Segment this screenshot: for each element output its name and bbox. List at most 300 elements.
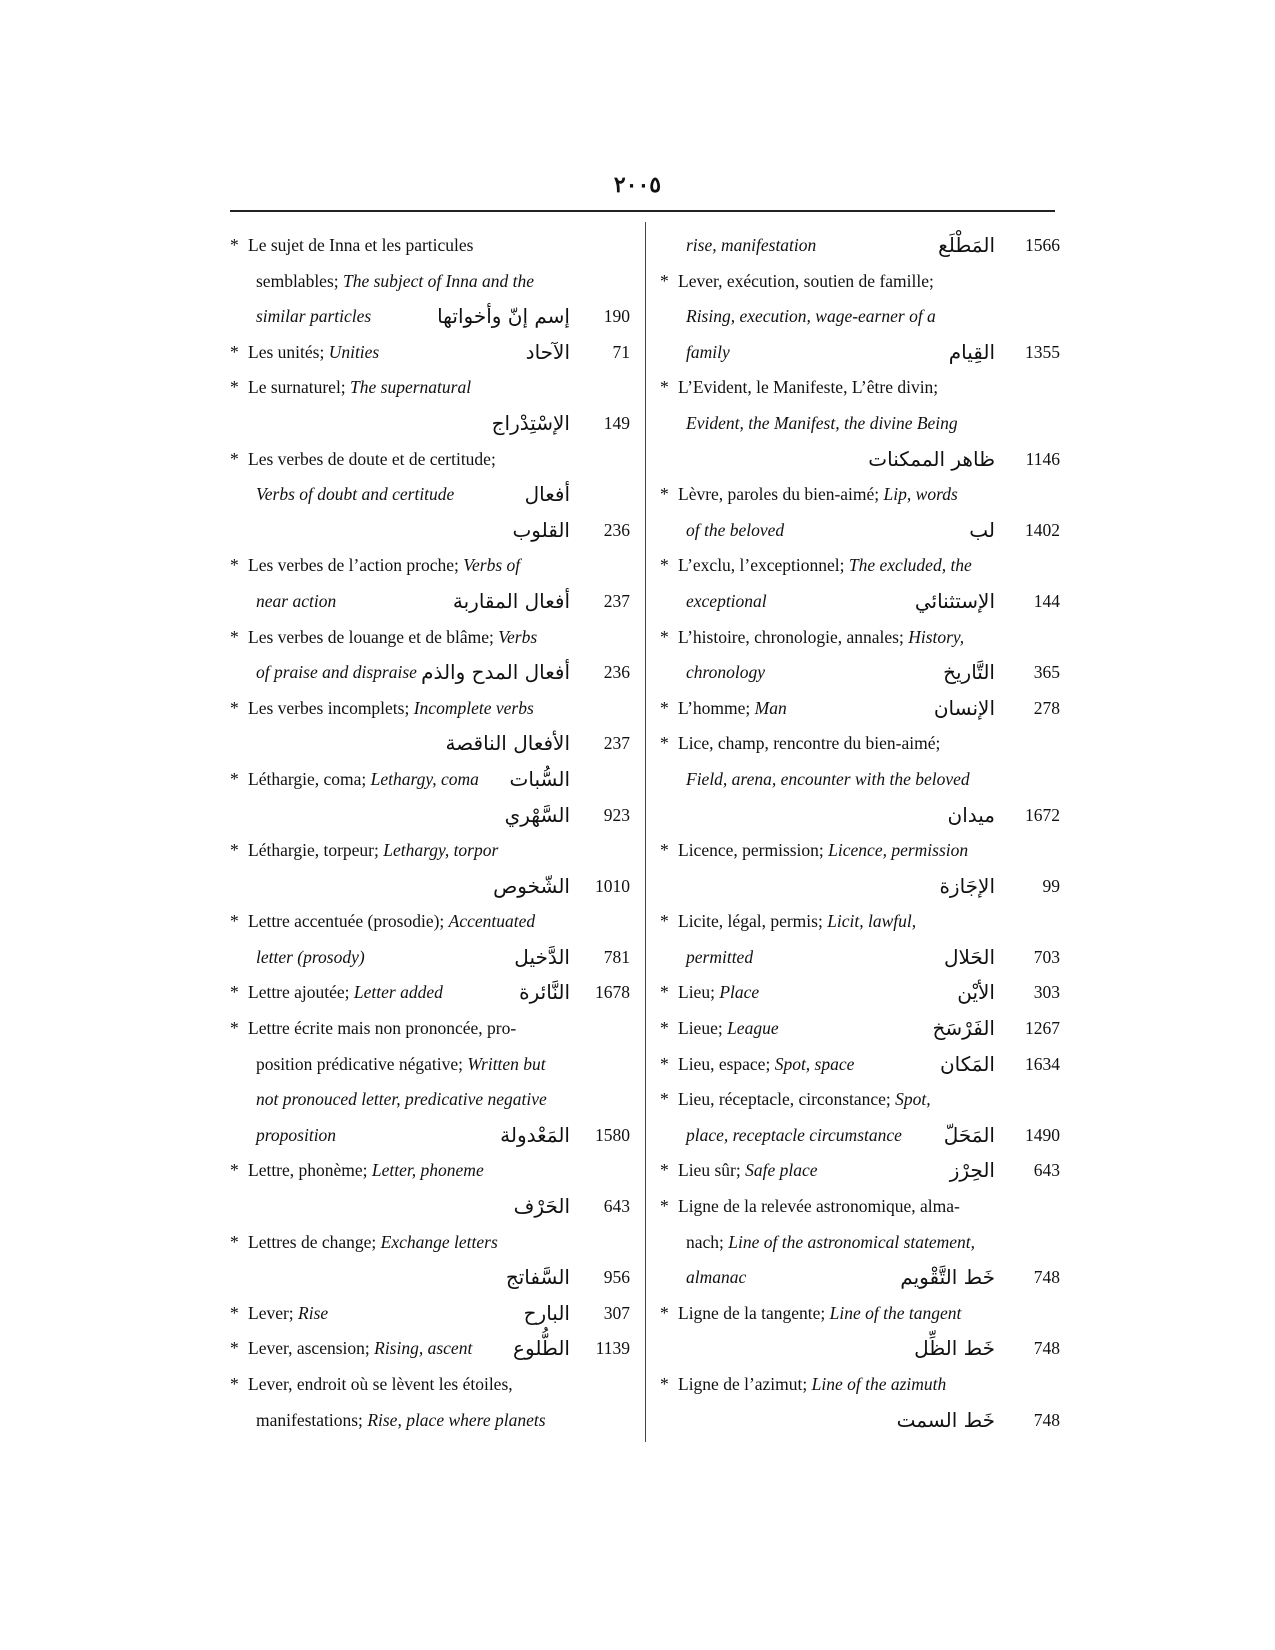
french-term: Ligne de l’azimut; [678, 1374, 812, 1394]
page-reference: 1010 [595, 875, 630, 896]
glossary-line [230, 370, 630, 406]
french-term: Ligne de la tangente; [678, 1302, 830, 1323]
page-number: ٢٠٠٥ [613, 172, 662, 197]
english-term: Rise [298, 1302, 329, 1323]
arabic-term: البارح [523, 1300, 570, 1325]
entry-text [256, 1118, 336, 1154]
entry-text [248, 691, 534, 727]
entry-text [686, 1260, 746, 1296]
entry-text [256, 584, 336, 620]
page-reference: 1267 [1025, 1018, 1060, 1039]
english-term: Lethargy, coma [370, 768, 479, 789]
english-term: Rising, execution, wage-earner of a [686, 306, 936, 327]
entry-bullet: * [230, 377, 239, 398]
page-reference: 748 [1033, 1409, 1060, 1430]
glossary-line [660, 1189, 1060, 1225]
english-term: Lip, words [883, 484, 958, 505]
glossary-line [660, 1403, 1060, 1439]
page-reference: 1566 [1025, 235, 1060, 255]
english-term: Safe place [745, 1160, 818, 1181]
french-term: L’exclu, l’exceptionnel; [678, 555, 849, 576]
glossary-line [230, 691, 630, 727]
french-term: Lice, champ, rencontre du bien-aimé; [678, 733, 941, 754]
entry-bullet: * [230, 768, 239, 789]
glossary-line [660, 975, 1060, 1011]
english-term: Licit, lawful, [827, 911, 917, 932]
entry-text [678, 975, 759, 1011]
arabic-term: الحَرْف [513, 1194, 570, 1219]
entry-text [678, 1367, 946, 1403]
entry-text [686, 655, 765, 691]
page-reference: 237 [603, 733, 630, 754]
entry-bullet: * [230, 911, 239, 932]
french-term: Lever, exécution, soutien de famille; [678, 270, 934, 291]
entry-text [678, 1011, 779, 1047]
french-term: Lettre ajoutée; [248, 982, 354, 1003]
glossary-line [230, 1403, 630, 1439]
english-term: Unities [328, 341, 380, 362]
arabic-term: التَّاريخ [943, 660, 995, 685]
glossary-line [230, 620, 630, 656]
glossary-line [660, 442, 1060, 478]
glossary-line [660, 264, 1060, 300]
entry-bullet: * [660, 626, 669, 647]
entry-text [248, 228, 473, 264]
glossary-line [230, 228, 630, 264]
page-reference: 190 [603, 306, 630, 327]
french-term: Les verbes incomplets; [248, 697, 414, 718]
french-term: semblables; [256, 270, 343, 291]
arabic-term: الطُّلوع [513, 1336, 570, 1361]
glossary-line [230, 584, 630, 620]
french-term: Léthargie, torpeur; [248, 840, 384, 861]
entry-text [248, 1367, 513, 1403]
entry-bullet: * [660, 911, 669, 932]
glossary-line [230, 655, 630, 691]
entry-text [678, 1082, 931, 1118]
entry-text [248, 1011, 516, 1047]
glossary-line [230, 513, 630, 549]
entry-text [678, 1153, 817, 1189]
entry-text [686, 335, 730, 371]
french-term: position prédicative négative; [256, 1053, 468, 1074]
glossary-line [660, 1296, 1060, 1332]
arabic-term: الحِرْز [949, 1158, 995, 1183]
page-reference: 1678 [595, 982, 630, 1003]
entry-bullet: * [660, 1053, 669, 1074]
arabic-term: أفعال [524, 482, 570, 507]
entry-bullet: * [660, 1196, 669, 1217]
arabic-term: الأفعال الناقصة [445, 731, 570, 756]
glossary-line [660, 691, 1060, 727]
entry-text [686, 228, 816, 264]
entry-text [678, 620, 964, 656]
glossary-line [660, 1260, 1060, 1296]
page-reference: 236 [603, 519, 630, 540]
glossary-line [230, 1260, 630, 1296]
french-term: Lèvre, paroles du bien-aimé; [678, 484, 884, 505]
entry-bullet: * [660, 1018, 669, 1039]
glossary-line [230, 1011, 630, 1047]
entry-text [256, 1403, 546, 1439]
english-term: Verbs [498, 626, 538, 647]
glossary-line [230, 1367, 630, 1403]
page-reference: 365 [1033, 662, 1060, 683]
entry-text [256, 1082, 547, 1118]
page-reference: 923 [603, 804, 630, 825]
entry-text [248, 1331, 472, 1367]
english-term: League [727, 1018, 779, 1039]
entry-text [256, 477, 454, 513]
english-term: Letter added [353, 982, 443, 1003]
entry-text [248, 335, 379, 371]
entry-text [256, 299, 371, 335]
arabic-term: خَط السمت [896, 1407, 995, 1432]
english-term: Line of the astronomical statement, [728, 1231, 976, 1252]
arabic-term: إسم إنّ وأخواتها [437, 304, 570, 329]
english-term: History, [908, 626, 965, 647]
glossary-line [660, 299, 1060, 335]
entry-bullet: * [230, 1374, 239, 1394]
entry-text [256, 655, 417, 691]
glossary-line [660, 1118, 1060, 1154]
english-term: Accentuated [448, 911, 536, 932]
entry-bullet: * [660, 1374, 669, 1394]
entry-text [678, 370, 938, 406]
entry-text [678, 1296, 961, 1332]
glossary-line [230, 335, 630, 371]
arabic-term: المَطْلَع [938, 233, 995, 257]
glossary-line [660, 904, 1060, 940]
glossary-line [660, 620, 1060, 656]
english-term: of the beloved [686, 519, 785, 540]
glossary-line [660, 798, 1060, 834]
french-term: Ligne de la relevée astronomique, alma- [678, 1196, 960, 1217]
entry-bullet: * [660, 1089, 669, 1110]
entry-bullet: * [230, 1302, 239, 1323]
entry-text [686, 513, 784, 549]
arabic-term: الشّخوص [493, 873, 570, 898]
page-reference: 956 [603, 1267, 630, 1288]
entry-text [256, 264, 534, 300]
french-term: Lieu, réceptacle, circonstance; [678, 1089, 896, 1110]
french-term: L’homme; [678, 697, 755, 718]
entry-text [686, 762, 970, 798]
arabic-term: المَكان [939, 1051, 995, 1076]
page-reference: 1490 [1025, 1124, 1060, 1145]
page-reference: 1634 [1025, 1053, 1060, 1074]
entry-text [248, 904, 535, 940]
english-term: near action [256, 590, 337, 611]
glossary-line [660, 940, 1060, 976]
entry-bullet: * [230, 341, 239, 362]
glossary-line [660, 1011, 1060, 1047]
english-term: Evident, the Manifest, the divine Being [686, 412, 958, 433]
page-reference: 748 [1033, 1267, 1060, 1288]
entry-text [248, 762, 479, 798]
glossary-line [230, 1082, 630, 1118]
page-reference: 781 [603, 946, 630, 967]
glossary-line [660, 1225, 1060, 1261]
entry-text [248, 442, 496, 478]
glossary-line [230, 477, 630, 513]
entry-bullet: * [230, 1160, 239, 1181]
entry-text [248, 1153, 484, 1189]
arabic-term: خَط التَّقْويم [900, 1265, 995, 1290]
english-term: Field, arena, encounter with the beloved [686, 768, 970, 789]
english-term: exceptional [686, 590, 767, 611]
page-reference: 1355 [1025, 341, 1060, 362]
entry-bullet: * [230, 982, 239, 1003]
glossary-line [230, 264, 630, 300]
glossary-line [660, 370, 1060, 406]
entry-bullet: * [660, 270, 669, 291]
entry-bullet: * [230, 235, 239, 255]
english-term: The supernatural [350, 377, 472, 398]
entry-bullet: * [230, 840, 239, 861]
english-term: Line of the azimuth [811, 1374, 947, 1394]
french-term: Le sujet de Inna et les particules [248, 235, 474, 255]
entry-text [678, 1189, 960, 1225]
arabic-term: الحَلال [943, 944, 995, 969]
arabic-term: السُّبات [509, 766, 570, 791]
glossary-line [230, 869, 630, 905]
french-term: Le surnaturel; [248, 377, 351, 398]
english-term: proposition [256, 1124, 337, 1145]
french-term: Lettres de change; [248, 1231, 381, 1252]
french-term: Lettre accentuée (prosodie); [248, 911, 449, 932]
glossary-line [230, 299, 630, 335]
entry-text [248, 370, 471, 406]
entry-text [248, 620, 537, 656]
glossary-line [230, 904, 630, 940]
glossary-line [230, 406, 630, 442]
page-reference: 237 [603, 590, 630, 611]
page-reference: 643 [603, 1196, 630, 1217]
entry-text [248, 1296, 328, 1332]
french-term: Lever; [248, 1302, 299, 1323]
entry-text [686, 299, 936, 335]
entry-bullet: * [230, 626, 239, 647]
page-reference: 1672 [1025, 804, 1060, 825]
english-term: Licence, permission [828, 840, 969, 861]
english-term: Rising, ascent [374, 1338, 473, 1359]
english-term: Man [754, 697, 787, 718]
arabic-term: لب [969, 517, 995, 542]
glossary-line [660, 1331, 1060, 1367]
entry-text [686, 1118, 902, 1154]
french-term: L’Evident, le Manifeste, L’être divin; [678, 377, 939, 398]
entry-text [678, 477, 958, 513]
page-reference: 236 [603, 662, 630, 683]
glossary-line [660, 1367, 1060, 1403]
glossary-line [230, 1118, 630, 1154]
english-term: Spot, [895, 1089, 931, 1110]
english-term: Place [719, 982, 760, 1003]
english-term: The excluded, the [848, 555, 972, 576]
entry-bullet: * [660, 1160, 669, 1181]
page-reference: 307 [603, 1302, 630, 1323]
entry-text [256, 1047, 546, 1083]
english-term: Lethargy, torpor [383, 840, 499, 861]
glossary-line [660, 584, 1060, 620]
arabic-term: أفعال المدح والذم [421, 660, 570, 685]
arabic-term: أفعال المقاربة [452, 588, 570, 613]
left-column [230, 228, 630, 1438]
entry-text [248, 833, 498, 869]
page-reference: 703 [1033, 946, 1060, 967]
entry-text [678, 691, 787, 727]
entry-text [248, 548, 520, 584]
arabic-term: الإنسان [933, 695, 995, 720]
glossary-line [230, 1153, 630, 1189]
entry-bullet: * [660, 697, 669, 718]
glossary-line [230, 1047, 630, 1083]
english-term: Exchange letters [380, 1231, 498, 1252]
glossary-line [660, 228, 1060, 264]
french-term: Lettre écrite mais non prononcée, pro- [248, 1018, 517, 1039]
arabic-term: السَّهْري [504, 802, 570, 827]
page-reference: 1139 [595, 1338, 630, 1359]
entry-bullet: * [230, 1338, 239, 1359]
arabic-term: الأيْن [957, 980, 995, 1005]
french-term: L’histoire, chronologie, annales; [678, 626, 909, 647]
english-term: The subject of Inna and the [343, 270, 535, 291]
entry-bullet: * [230, 1018, 239, 1039]
glossary-line [230, 548, 630, 584]
english-term: Rise, place where planets [367, 1409, 546, 1430]
arabic-term: ميدان [947, 802, 995, 827]
glossary-line [230, 726, 630, 762]
glossary-line [660, 1082, 1060, 1118]
arabic-term: السَّفاتج [505, 1265, 570, 1290]
arabic-term: الدَّخيل [514, 944, 570, 969]
arabic-term: المَعْدولة [500, 1122, 570, 1147]
english-term: Incomplete verbs [413, 697, 534, 718]
entry-text [256, 940, 365, 976]
entry-bullet: * [660, 733, 669, 754]
page-reference: 303 [1033, 982, 1060, 1003]
arabic-term: المَحَلّ [943, 1122, 995, 1147]
page-reference: 748 [1033, 1338, 1060, 1359]
arabic-term: القلوب [512, 517, 570, 542]
glossary-line [230, 798, 630, 834]
glossary-line [230, 1331, 630, 1367]
french-term: Licite, légal, permis; [678, 911, 828, 932]
page-reference: 643 [1033, 1160, 1060, 1181]
english-term: not pronouced letter, predicative negative [256, 1089, 547, 1110]
glossary-line [230, 833, 630, 869]
glossary-line [230, 1225, 630, 1261]
entry-text [686, 406, 958, 442]
entry-text [678, 833, 968, 869]
french-term: Les verbes de louange et de blâme; [248, 626, 499, 647]
french-term: Licence, permission; [678, 840, 829, 861]
glossary-line [660, 833, 1060, 869]
page-reference: 99 [1042, 875, 1060, 896]
right-column [660, 228, 1060, 1438]
glossary-line [230, 1296, 630, 1332]
entry-text [686, 584, 767, 620]
entry-text [248, 975, 443, 1011]
entry-bullet: * [660, 1302, 669, 1323]
glossary-line [660, 762, 1060, 798]
english-term: family [686, 341, 730, 362]
entry-bullet: * [660, 840, 669, 861]
english-term: place, receptacle circumstance [686, 1124, 902, 1145]
english-term: chronology [686, 662, 766, 683]
french-term: Les verbes de doute et de certitude; [248, 448, 496, 469]
entry-bullet: * [660, 555, 669, 576]
entry-text [686, 940, 753, 976]
english-term: Verbs of [463, 555, 521, 576]
english-term: Letter, phoneme [371, 1160, 484, 1181]
glossary-line [660, 406, 1060, 442]
entry-bullet: * [230, 555, 239, 576]
french-term: Léthargie, coma; [248, 768, 371, 789]
english-term: similar particles [256, 306, 372, 327]
french-term: Lettre, phonème; [248, 1160, 372, 1181]
page-reference: 149 [603, 412, 630, 433]
page-reference: 278 [1033, 697, 1060, 718]
english-term: of praise and dispraise [256, 662, 417, 683]
entry-bullet: * [660, 982, 669, 1003]
entry-text [678, 548, 972, 584]
english-term: Written but [467, 1053, 546, 1074]
glossary-line [660, 726, 1060, 762]
english-term: rise, manifestation [686, 235, 817, 255]
entry-bullet: * [230, 1231, 239, 1252]
glossary-line [660, 869, 1060, 905]
arabic-term: الفَرْسَخ [932, 1016, 995, 1041]
french-term: Lieu; [678, 982, 720, 1003]
entry-text [686, 1225, 975, 1261]
glossary-line [660, 477, 1060, 513]
french-term: Lever, endroit où se lèvent les étoiles, [248, 1374, 513, 1394]
glossary-line [230, 975, 630, 1011]
arabic-term: خَط الظِّل [914, 1336, 995, 1361]
page-reference: 144 [1033, 590, 1060, 611]
french-term: Lieu, espace; [678, 1053, 775, 1074]
entry-text [678, 904, 916, 940]
page-reference: 71 [612, 341, 630, 362]
english-term: Spot, space [774, 1053, 855, 1074]
english-term: Verbs of doubt and certitude [256, 484, 455, 505]
english-term: almanac [686, 1267, 747, 1288]
glossary-line [230, 762, 630, 798]
glossary-line [660, 513, 1060, 549]
french-term: Lever, ascension; [248, 1338, 375, 1359]
column-divider [645, 222, 646, 1442]
entry-bullet: * [230, 448, 239, 469]
glossary-line [230, 940, 630, 976]
french-term: manifestations; [256, 1409, 368, 1430]
english-term: Line of the tangent [829, 1302, 962, 1323]
page-reference: 1146 [1025, 448, 1060, 469]
entry-bullet: * [660, 484, 669, 505]
glossary-line [660, 1153, 1060, 1189]
entry-bullet: * [660, 377, 669, 398]
arabic-term: القِيام [948, 339, 995, 364]
french-term: Lieue; [678, 1018, 728, 1039]
glossary-line [660, 1047, 1060, 1083]
glossary-line [230, 442, 630, 478]
entry-text [678, 1047, 854, 1083]
french-term: Les verbes de l’action proche; [248, 555, 464, 576]
arabic-term: النَّائرة [519, 980, 570, 1005]
french-term: Lieu sûr; [678, 1160, 746, 1181]
arabic-term: الإجَازة [939, 873, 995, 898]
